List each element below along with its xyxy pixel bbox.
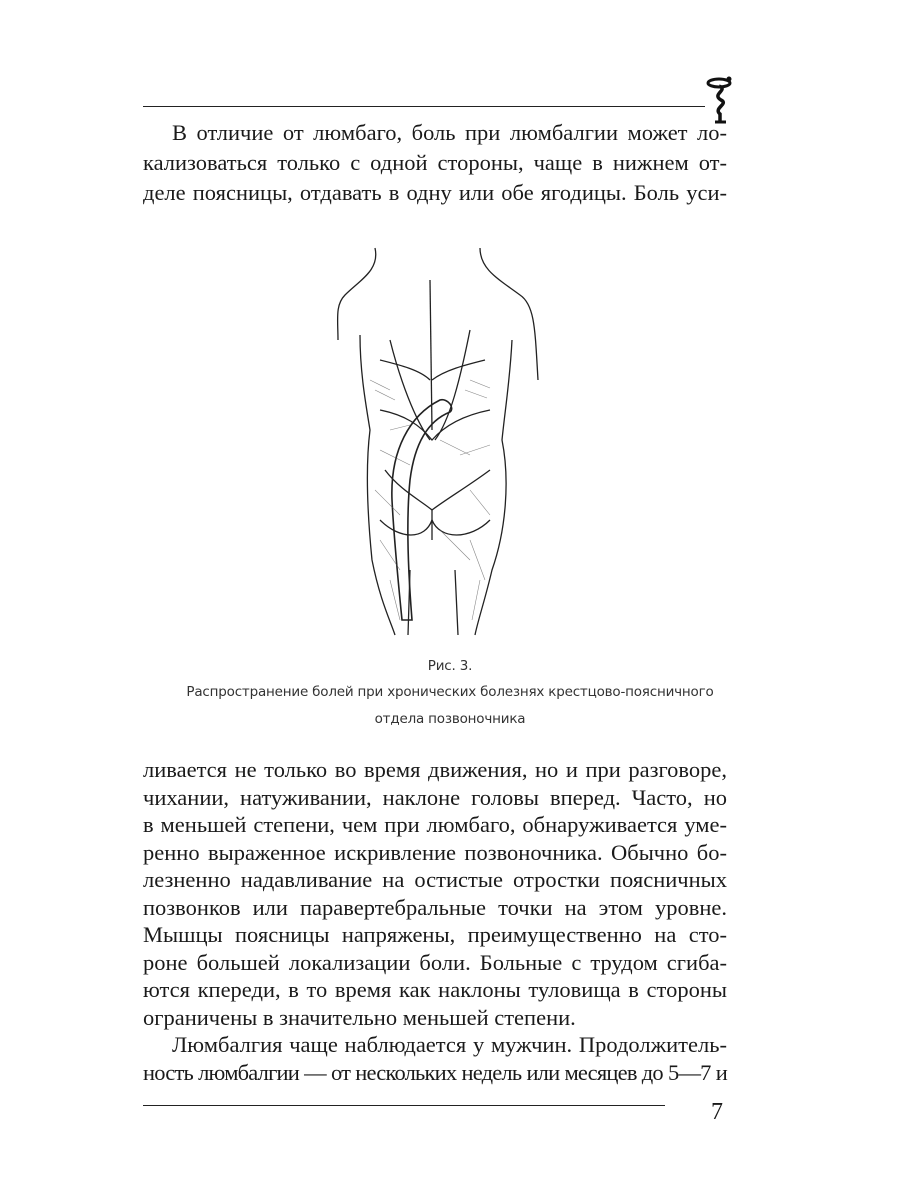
body-text-line: ренно выраженное искривление позвоночника. Обычно бо- — [143, 839, 727, 865]
figure-label: Рис. 3. — [427, 658, 473, 674]
body-text-line: позвонков или паравертебральные точки на этом уровне. — [143, 894, 727, 920]
figure-caption: Распространение болей при хронических болезнях крестцово-поясничного — [186, 684, 714, 700]
footer-rule — [143, 1105, 665, 1106]
body-text-line: ются кпереди, в то время как наклоны туловища в стороны — [143, 977, 727, 1002]
header-rule — [143, 106, 705, 107]
page-number: 7 — [711, 1099, 723, 1125]
body-text-line: роне большей локализации боли. Больные с трудом сгиба- — [143, 949, 727, 975]
body-text-line: лезненно надавливание на остистые отростки поясничных — [143, 867, 727, 892]
body-text-line: кализоваться только с одной стороны, чаще в нижнем от- — [143, 150, 727, 175]
body-text-line: в меньшей степени, чем при люмбаго, обнаруживается уме- — [143, 812, 727, 837]
body-text-line: ливается не только во время движения, но и при разговоре, — [143, 757, 727, 782]
body-text-line: чихании, натуживании, наклоне головы вперед. Часто, но — [143, 784, 727, 810]
body-text-line: деле поясницы, отдавать в одну или обе ягодицы. Боль уси- — [143, 180, 727, 205]
figure-torso-illustration — [320, 240, 560, 640]
body-text-line: Мышцы поясницы напряжены, преимущественно на сто- — [143, 922, 727, 947]
body-text-line: В отличие от люмбаго, боль при люмбалгии может ло- — [172, 120, 727, 145]
figure-caption: отдела позвоночника — [374, 711, 526, 727]
body-text-line: ограничены в значительно меньшей степени. — [143, 1004, 576, 1030]
body-text-line: Люмбалгия чаще наблюдается у мужчин. Продолжитель- — [172, 1032, 727, 1057]
body-text-line: ность люмбалгии — от нескольких недель или месяцев до 5—7 и — [143, 1059, 727, 1085]
